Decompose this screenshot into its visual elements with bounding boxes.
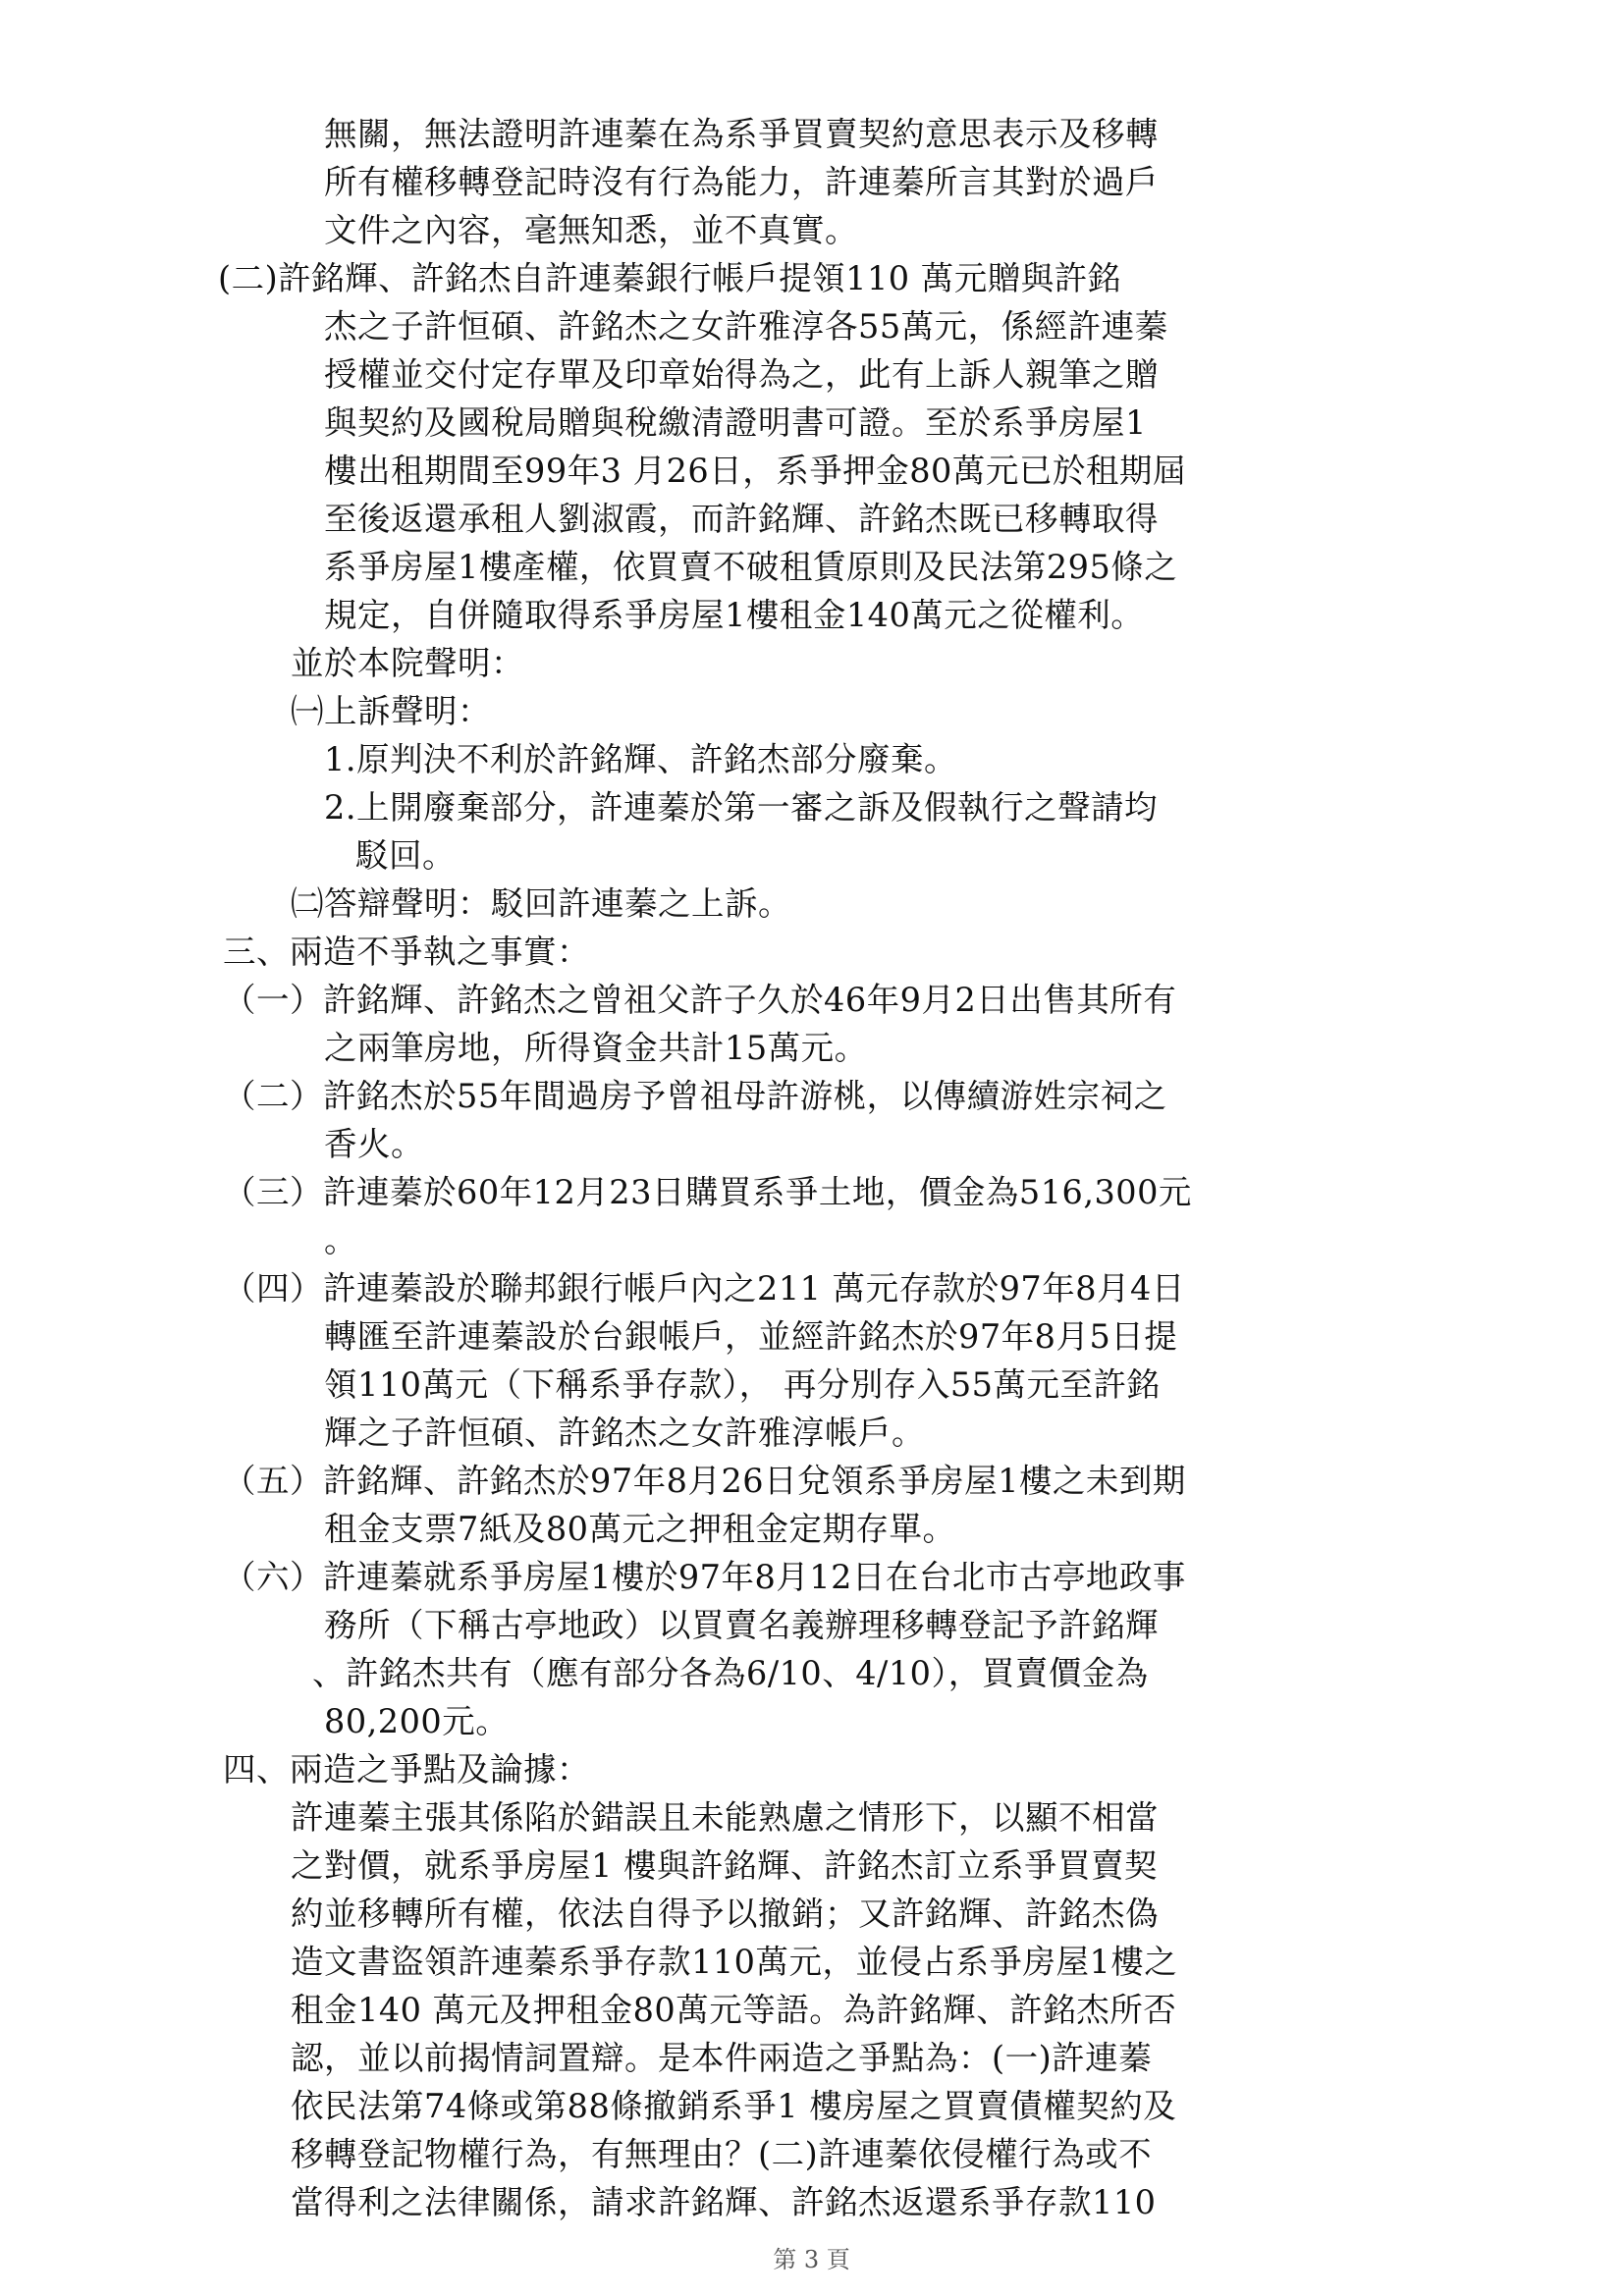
text-line: 香火。 (324, 1125, 424, 1163)
text-line: （五）許銘輝、許銘杰於97年8月26日兌領系爭房屋1樓之未到期 (223, 1462, 1186, 1500)
section-heading: 三、兩造不爭執之事實： (223, 933, 590, 971)
text-line: 約並移轉所有權，依法自得予以撤銷；又許銘輝、許銘杰偽 (291, 1895, 1159, 1933)
text-line: 之兩筆房地，所得資金共計15萬元。 (324, 1029, 868, 1067)
text-line: （二）許銘杰於55年間過房予曾祖母許游桃，以傳續游姓宗祠之 (223, 1077, 1167, 1115)
text-line: 系爭房屋1樓產權，依買賣不破租賃原則及民法第295條之 (324, 548, 1178, 586)
text-line: 樓出租期間至99年3 月26日，系爭押金80萬元已於租期屆 (324, 452, 1186, 490)
text-line: 輝之子許恒碩、許銘杰之女許雅淳帳戶。 (324, 1414, 925, 1452)
text-line: 規定，自併隨取得系爭房屋1樓租金140萬元之從權利。 (324, 596, 1145, 634)
text-line: 租金支票7紙及80萬元之押租金定期存單。 (324, 1510, 956, 1548)
text-line: 租金140 萬元及押租金80萬元等語。為許銘輝、許銘杰所否 (291, 1991, 1177, 2029)
text-line: 2.上開廢棄部分，許連蓁於第一審之訴及假執行之聲請均 (324, 788, 1158, 827)
text-line: （三）許連蓁於60年12月23日購買系爭土地，價金為516,300元 (223, 1173, 1192, 1211)
text-line: 之對價，就系爭房屋1 樓與許銘輝、許銘杰訂立系爭買賣契 (291, 1846, 1158, 1885)
text-line: 依民法第74條或第88條撤銷系爭1 樓房屋之買賣債權契約及 (291, 2087, 1177, 2125)
text-line: 認，並以前揭情詞置辯。是本件兩造之爭點為：(一)許連蓁 (291, 2039, 1153, 2077)
text-line: 、許銘杰共有（應有部分各為6/10、4/10），買賣價金為 (312, 1654, 1149, 1692)
text-line: (二)許銘輝、許銘杰自許連蓁銀行帳戶提領110 萬元贈與許銘 (218, 259, 1121, 297)
text-line: ㈠上訴聲明： (291, 692, 491, 730)
text-line: 。 (324, 1221, 357, 1259)
text-line: 文件之內容，毫無知悉，並不真實。 (324, 211, 858, 249)
text-line: （六）許連蓁就系爭房屋1樓於97年8月12日在台北市古亭地政事 (223, 1558, 1186, 1596)
text-line: 1.原判決不利於許銘輝、許銘杰部分廢棄。 (324, 740, 957, 778)
text-line: 轉匯至許連蓁設於台銀帳戶，並經許銘杰於97年8月5日提 (324, 1317, 1178, 1356)
text-line: （四）許連蓁設於聯邦銀行帳戶內之211 萬元存款於97年8月4日 (223, 1269, 1185, 1308)
text-line: 務所（下稱古亭地政）以買賣名義辦理移轉登記予許銘輝 (324, 1606, 1159, 1644)
text-line: 無關，無法證明許連蓁在為系爭買賣契約意思表示及移轉 (324, 115, 1159, 153)
section-heading: 四、兩造之爭點及論據： (223, 1750, 590, 1789)
text-line: ㈡答辯聲明：駁回許連蓁之上訴。 (291, 884, 791, 923)
text-line: 領110萬元（下稱系爭存款）， 再分別存入55萬元至許銘 (324, 1365, 1161, 1404)
text-line: （一）許銘輝、許銘杰之曾祖父許子久於46年9月2日出售其所有 (223, 981, 1177, 1019)
text-line: 80,200元。 (324, 1702, 510, 1740)
text-line: 許連蓁主張其係陷於錯誤且未能熟慮之情形下，以顯不相當 (291, 1798, 1159, 1837)
text-line: 杰之子許恒碩、許銘杰之女許雅淳各55萬元，係經許連蓁 (324, 307, 1168, 346)
text-line: 當得利之法律關係，請求許銘輝、許銘杰返還系爭存款110 (291, 2183, 1157, 2221)
text-line: 並於本院聲明： (291, 644, 524, 682)
text-line: 授權並交付定存單及印章始得為之，此有上訴人親筆之贈 (324, 355, 1159, 394)
text-line: 至後返還承租人劉淑霞，而許銘輝、許銘杰既已移轉取得 (324, 500, 1159, 538)
text-line: 移轉登記物權行為，有無理由？(二)許連蓁依侵權行為或不 (291, 2135, 1153, 2173)
text-line: 與契約及國稅局贈與稅繳清證明書可證。至於系爭房屋1 (324, 403, 1147, 442)
text-line: 造文書盜領許連蓁系爭存款110萬元，並侵占系爭房屋1樓之 (291, 1943, 1178, 1981)
page-number: 第 3 頁 (773, 2246, 850, 2273)
text-line: 駁回。 (355, 836, 456, 875)
text-line: 所有權移轉登記時沒有行為能力，許連蓁所言其對於過戶 (324, 163, 1159, 201)
